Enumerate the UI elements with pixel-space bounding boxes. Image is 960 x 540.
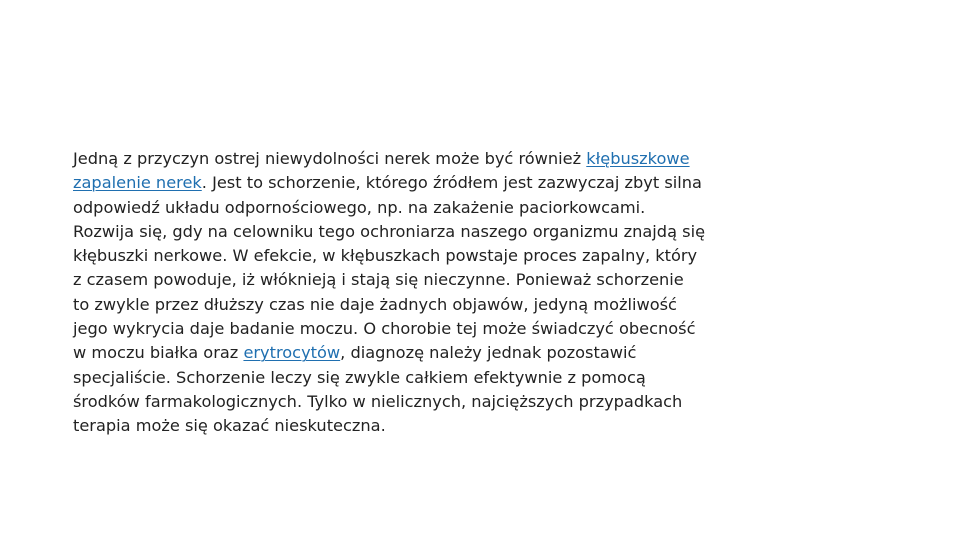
text-line <box>73 196 903 220</box>
text-segment: z czasem powoduje, iż włóknieją i stają się nieczynne. Ponieważ schorzenie <box>73 270 684 290</box>
link-klebuszkowe[interactable]: kłębuszkowe <box>586 149 690 168</box>
text-segment: Jedną z przyczyn ostrej niewydolności nerek może być również <box>73 149 587 168</box>
text-segment: w moczu białka oraz <box>73 343 244 363</box>
text-line <box>73 220 903 244</box>
body-paragraph <box>73 147 903 439</box>
text-line <box>73 390 903 414</box>
text-line <box>73 268 903 292</box>
text-line <box>73 293 903 317</box>
text-segment: kłębuszki nerkowe. W efekcie, w kłębuszkach powstaje proces zapalny, który <box>73 246 698 266</box>
text-segment: Rozwija się, gdy na celowniku tego ochroniarza naszego organizmu znajdą się <box>73 221 706 241</box>
text-line <box>73 317 903 341</box>
text-segment: jego wykrycia daje badanie moczu. O chorobie tej może świadczyć obecność <box>73 319 696 339</box>
text-line <box>73 366 903 390</box>
text-line <box>73 414 903 438</box>
text-segment: specjaliście. Schorzenie leczy się zwykle całkiem efektywnie z pomocą <box>73 367 646 387</box>
text-line <box>73 147 903 171</box>
text-segment: , diagnozę należy jednak pozostawić <box>340 343 637 363</box>
text-line <box>73 171 903 195</box>
link-zapalenie-nerek[interactable]: zapalenie nerek <box>73 173 202 193</box>
text-segment: środków farmakologicznych. Tylko w nielicznych, najcięższych przypadkach <box>73 391 683 411</box>
text-segment: to zwykle przez dłuższy czas nie daje żadnych objawów, jedyną możliwość <box>73 294 677 314</box>
text-segment: . Jest to schorzenie, którego źródłem jest zazwyczaj zbyt silna <box>201 173 702 193</box>
text-line <box>73 341 903 365</box>
link-erytrocytow[interactable]: erytrocytów <box>243 343 341 363</box>
text-segment: terapia może się okazać nieskuteczna. <box>73 416 386 436</box>
text-line <box>73 244 903 268</box>
text-segment: odpowiedź układu odpornościowego, np. na zakażenie paciorkowcami. <box>73 197 646 217</box>
